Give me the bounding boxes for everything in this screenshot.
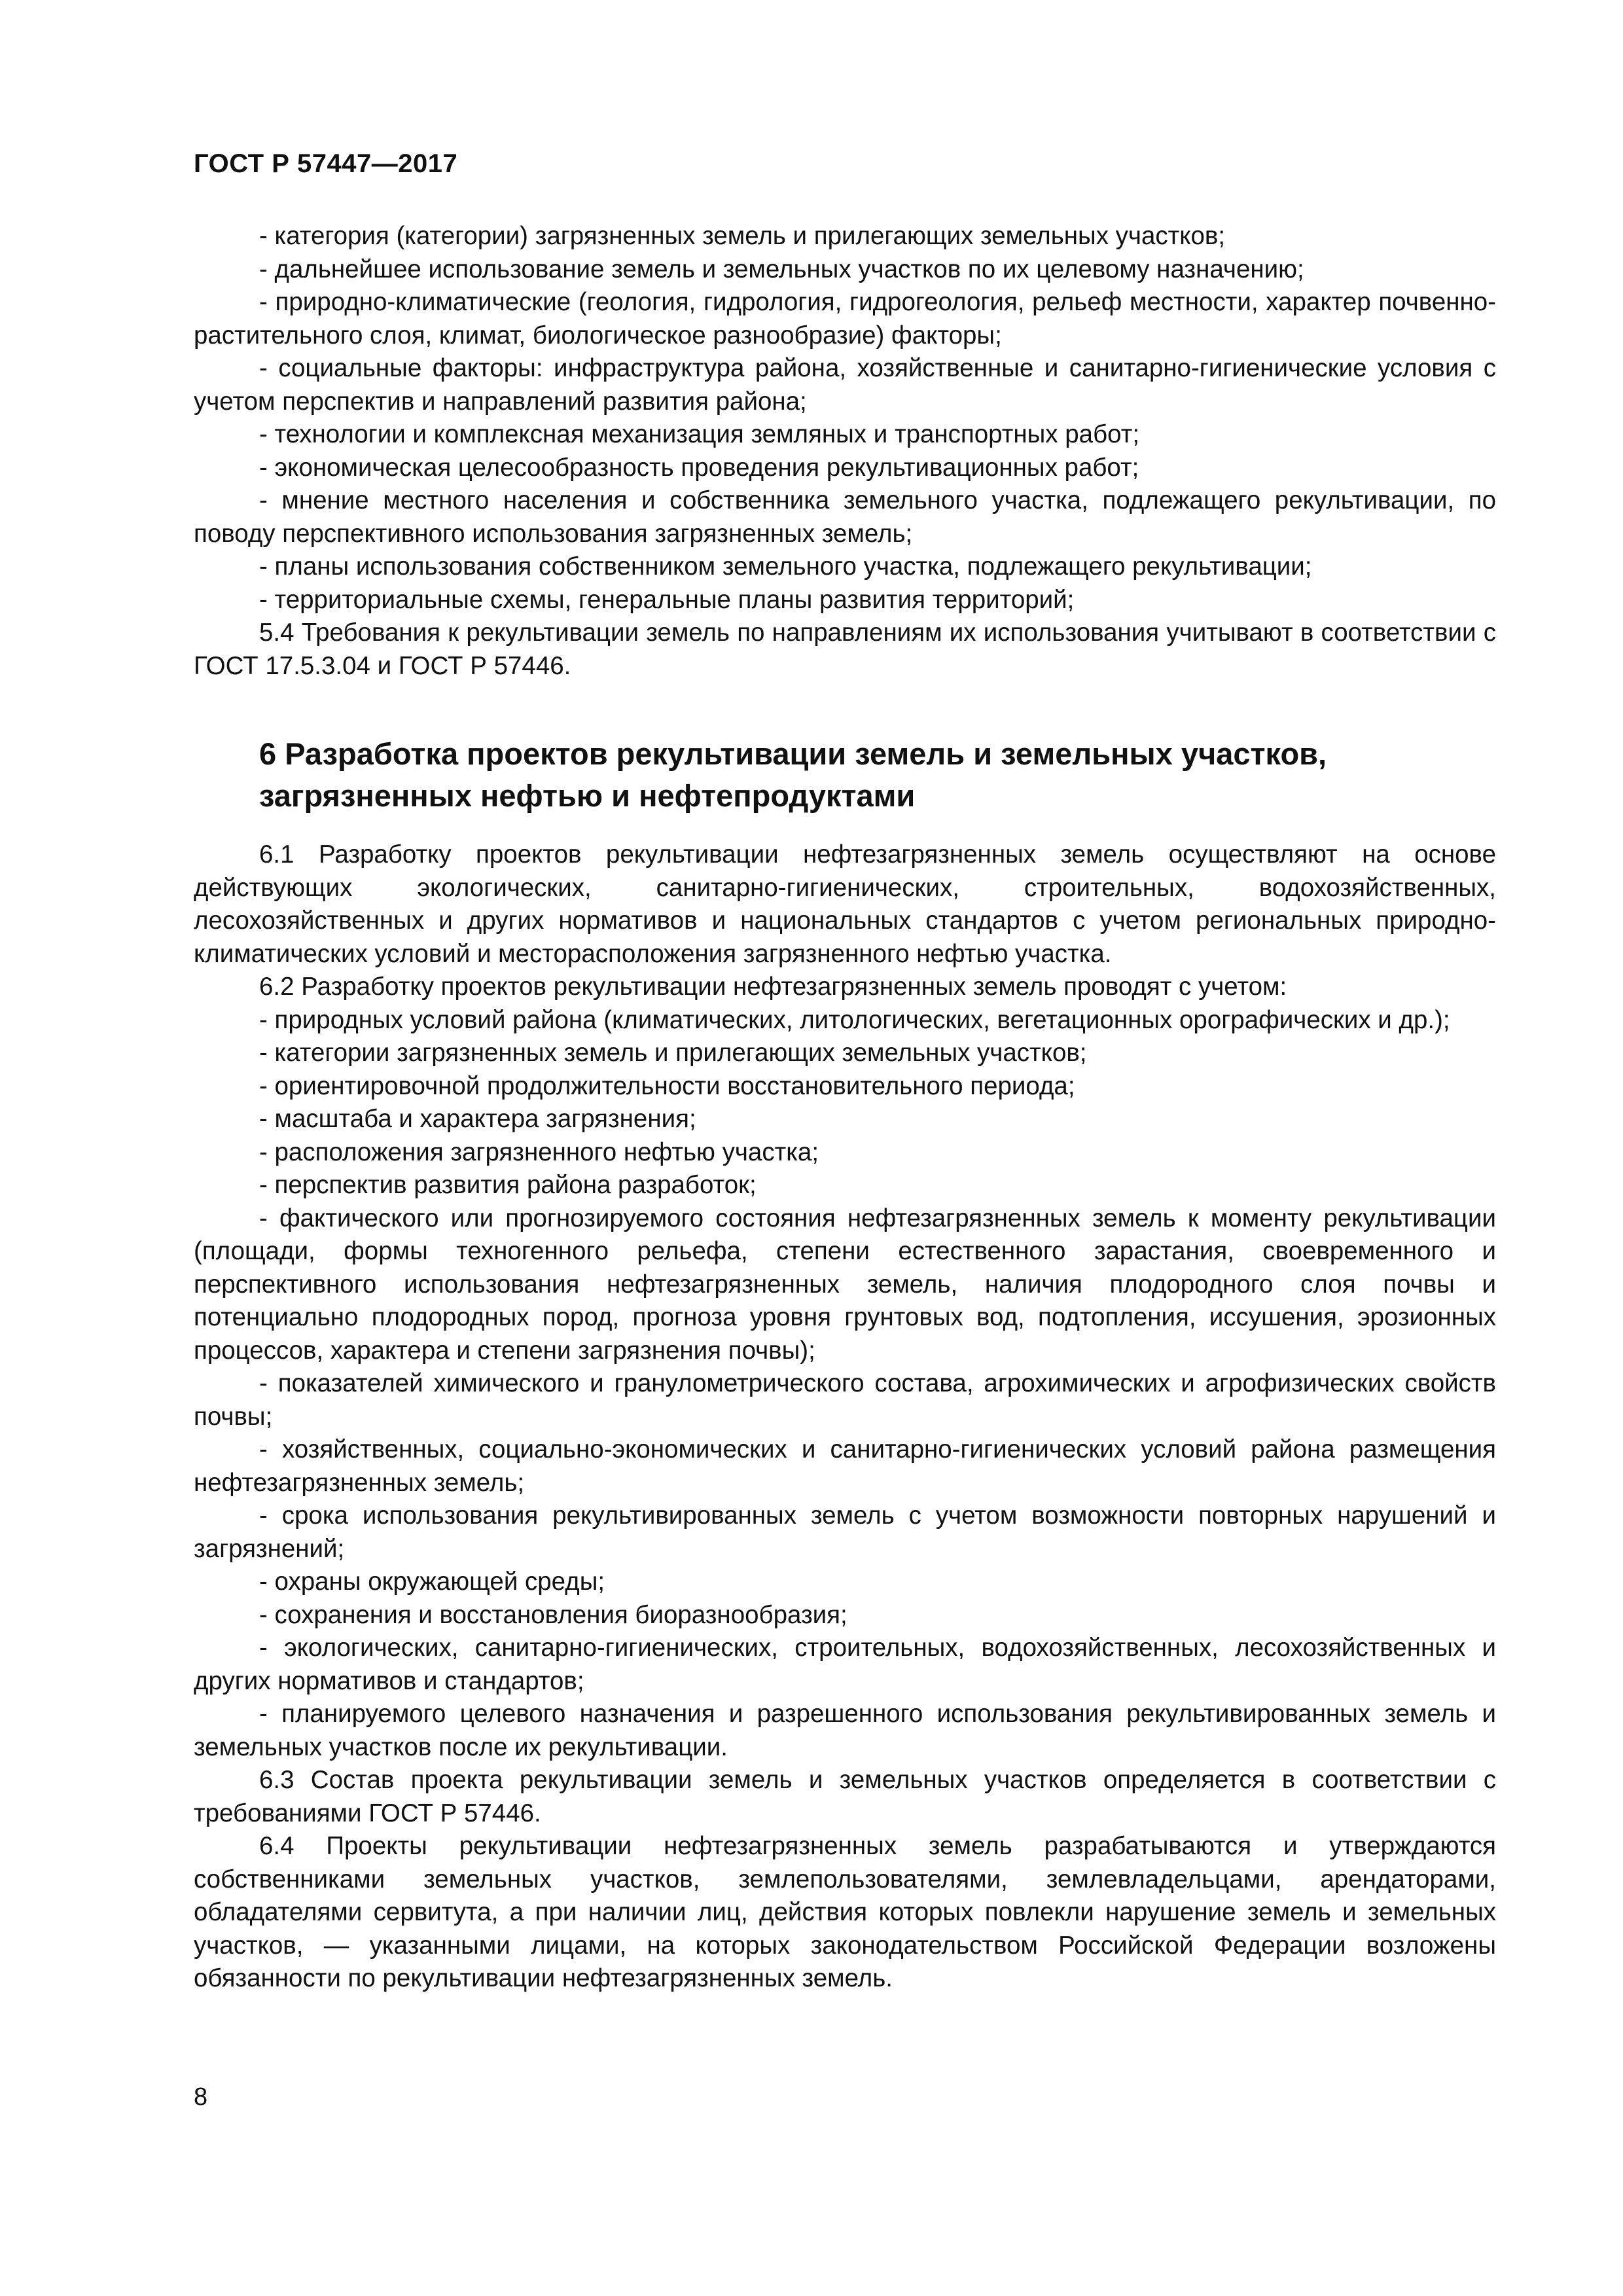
list-item: - планируемого целевого назначения и разрешенного использования рекультивированных земель и земельных участков после их рекультивации. <box>194 1700 1496 1761</box>
document-code-header: ГОСТ Р 57447—2017 <box>194 149 458 178</box>
list-item: - расположения загрязненного нефтью участка; <box>259 1138 819 1166</box>
list-item: - природных условий района (климатических, литологических, вегетационных орографических и др.); <box>259 1005 1450 1034</box>
list-item: - экологических, санитарно-гигиенических, строительных, водохозяйственных, лесохозяйственных и других нормативов и стандартов; <box>194 1634 1496 1695</box>
list-item: - сохранения и восстановления биоразнообразия; <box>259 1600 847 1629</box>
list-item: - социальные факторы: инфраструктура района, хозяйственные и санитарно-гигиенические условия с учетом перспектив и направлений развития района; <box>194 354 1496 416</box>
page-number: 8 <box>194 2083 208 2111</box>
section-5-continuation <box>194 220 1496 683</box>
list-item: - показателей химического и гранулометрического состава, агрохимических и агрофизических свойств почвы; <box>194 1369 1496 1431</box>
list-item: - природно-климатические (геология, гидрология, гидрогеология, рельеф местности, характер почвенно-растительного слоя, климат, биологическое разнообразие) факторы; <box>194 288 1496 350</box>
section-6-body <box>194 838 1496 1996</box>
clause-5-4: 5.4 Требования к рекультивации земель по направлениям их использования учитывают в соответствии с ГОСТ 17.5.3.04 и ГОСТ Р 57446. <box>194 619 1496 680</box>
list-item: - технологии и комплексная механизация земляных и транспортных работ; <box>259 420 1140 448</box>
list-item: - дальнейшее использование земель и земельных участков по их целевому назначению; <box>259 255 1304 283</box>
clause-6-4: 6.4 Проекты рекультивации нефтезагрязненных земель разрабатываются и утверждаются собственниками земельных участков, землепользователями, землевладельцами, арендаторами, обладателями сервитута, а при наличии лиц, действия которых повлекли нарушение земель и земельных участков, — указанными лицами, на которых законодательством Российской Федерации возложены обязанности по рекультивации нефтезагрязненных земель. <box>194 1832 1496 1992</box>
section-title-line: загрязненных нефтью и нефтепродуктами <box>259 778 916 813</box>
list-item: - хозяйственных, социально-экономических и санитарно-гигиенических условий района размещения нефтезагрязненных земель; <box>194 1435 1496 1497</box>
list-item: - категории загрязненных земель и прилегающих земельных участков; <box>259 1039 1087 1067</box>
list-item: - масштаба и характера загрязнения; <box>259 1105 696 1133</box>
list-item: - перспектив развития района разработок; <box>259 1171 757 1199</box>
list-item: - планы использования собственником земельного участка, подлежащего рекультивации; <box>259 552 1312 581</box>
section-6-heading <box>259 733 1489 817</box>
list-item: - срока использования рекультивированных земель с учетом возможности повторных нарушений и загрязнений; <box>194 1501 1496 1563</box>
section-title-line: 6 Разработка проектов рекультивации земель и земельных участков, <box>259 736 1327 771</box>
clause-6-3: 6.3 Состав проекта рекультивации земель и земельных участков определяется в соответствии с требованиями ГОСТ Р 57446. <box>194 1766 1496 1827</box>
list-item: - территориальные схемы, генеральные планы развития территорий; <box>259 585 1075 614</box>
clause-6-1: 6.1 Разработку проектов рекультивации нефтезагрязненных земель осуществляют на основе действующих экологических, санитарно-гигиенических, строительных, водохозяйственных, лесохозяйственных и других нормативов и национальных стандартов с учетом региональных природно-климатических условий и месторасположения загрязненного нефтью участка. <box>194 840 1496 968</box>
list-item: - мнение местного населения и собственника земельного участка, подлежащего рекультивации, по поводу перспективного использования загрязненных земель; <box>194 486 1496 548</box>
list-item: - ориентировочной продолжительности восстановительного периода; <box>259 1071 1075 1100</box>
list-item: - экономическая целесообразность проведения рекультивационных работ; <box>259 453 1139 482</box>
clause-6-2: 6.2 Разработку проектов рекультивации нефтезагрязненных земель проводят с учетом: <box>259 973 1287 1001</box>
list-item: - фактического или прогнозируемого состояния нефтезагрязненных земель к моменту рекультивации (площади, формы техногенного рельефа, степени естественного зарастания, своевременного и перспективного использования нефтезагрязненных земель, наличия плодородного слоя почвы и потенциально плодородных пород, прогноза уровня грунтовых вод, подтопления, иссушения, эрозионных процессов, характера и степени загрязнения почвы); <box>194 1204 1496 1365</box>
list-item: - охраны окружающей среды; <box>259 1568 605 1596</box>
list-item: - категория (категории) загрязненных земель и прилегающих земельных участков; <box>259 222 1226 250</box>
